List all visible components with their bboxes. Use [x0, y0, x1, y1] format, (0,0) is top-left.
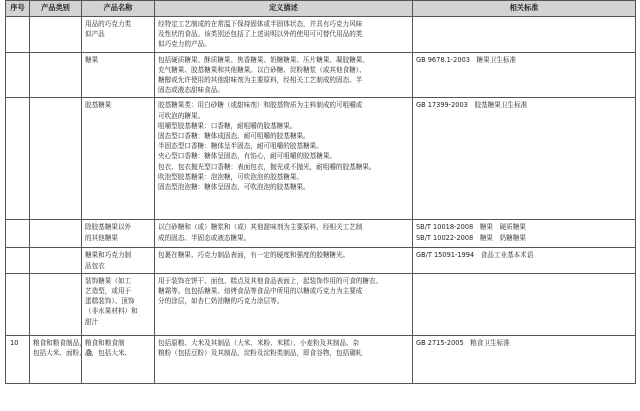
text-line: 胶基糖果类：用白砂糖（或甜味剂）和胶基物质为主料制成的可咀嚼或 — [158, 101, 363, 110]
text-line: 咀嚼型胶基糖果：口香糖，耐咀嚼的胶基糖果。 — [158, 121, 297, 130]
text-line: 分的涂层，如杏仁奶油糖的巧克力涂层等。 — [158, 297, 284, 306]
text-line: GB/T 15091-1994 食品工业基本术语 — [416, 251, 534, 260]
cell-product-name — [82, 220, 155, 248]
cell-product-name — [82, 52, 155, 98]
text-line: 固态或液态甜味食品。 — [158, 86, 224, 95]
text-line: 固态型泡泡糖：糖体呈固态，可吹泡泡的胶基糖果。 — [158, 183, 310, 192]
text-line: 包括硬质糖果、酥质糖果、焦香糖果、奶糖糖果、压片糖果、凝胶糖果、 — [158, 55, 369, 64]
cell-seq — [6, 248, 30, 273]
text-line: 糖醇或允许使用的其他甜味剂为主要原料，经相关工艺制成的固态、半 — [158, 76, 363, 85]
table-row — [6, 273, 636, 335]
text-line: GB 2715-2005 粮食卫生标准 — [416, 338, 510, 347]
text-line: 包衣、包衣抛光型口香糖：表面包衣，抛光或不抛光，耐咀嚼的胶基糖果。 — [158, 162, 376, 171]
header-seq: 序号 — [6, 1, 30, 17]
cell-seq: 10 — [6, 335, 30, 383]
text-line: 糖果和巧克力制 — [85, 251, 132, 260]
text-line: 品，包括大米、 — [85, 349, 132, 358]
cell-seq — [6, 220, 30, 248]
cell-category — [30, 335, 93, 383]
text-line: 蛋糕装饰）、顶饰 — [85, 297, 135, 306]
text-line: 似产品 — [85, 30, 105, 39]
table-row — [6, 248, 636, 273]
cell-definition — [155, 335, 413, 383]
cell-product-name — [82, 98, 155, 220]
text-line: 甜汁 — [85, 317, 99, 326]
cell-related-standard — [413, 17, 636, 53]
table-header-row — [6, 1, 636, 17]
cell-definition — [155, 220, 413, 248]
cell-category — [30, 52, 82, 98]
text-line: 包括大米、面粉、杂 — [33, 349, 93, 358]
text-line: 的其他糖果 — [85, 233, 118, 242]
text-line: 用于装饰在饼干、面包、糕点及其他食品表面上，起装饰作用的可食的糖衣、 — [158, 276, 383, 285]
table-row — [6, 220, 636, 248]
text-line: 充气糖果、胶基糖果和其他糖果。以白砂糖、淀粉糖浆（或其他食糖）、 — [158, 65, 366, 74]
text-line: SB/T 10022-2008 糖果 奶糖糖果 — [416, 233, 526, 242]
text-line: 吹泡型胶基糖果：泡泡糖，可吹泡泡的胶基糖果。 — [158, 172, 304, 181]
cell-definition — [155, 273, 413, 335]
cell-category — [30, 98, 82, 220]
text-line: 可吹泡的糖果。 — [158, 111, 205, 120]
table-row — [6, 335, 636, 383]
cell-seq — [6, 52, 30, 98]
cell-definition — [155, 98, 413, 220]
text-line: 用品的巧克力类 — [85, 20, 132, 28]
text-line: 似巧克力的产品。 — [158, 40, 211, 49]
cell-related-standard — [413, 335, 636, 383]
standards-table-page — [5, 0, 635, 411]
text-line: 成的固态、半固态或液态糖果。 — [158, 233, 251, 242]
text-line: 固态型口香糖：糖体成固态，耐可咀嚼的胶基糖果。 — [158, 132, 310, 141]
cell-related-standard — [413, 52, 636, 98]
text-line: 以白砂糖和（或）糖浆和（或）其他甜味剂为主要原料，经相关工艺制 — [158, 223, 363, 232]
text-line: 胶基糖果 — [85, 101, 112, 110]
header-category: 产品类别 — [30, 1, 82, 17]
header-product-name: 产品名称 — [82, 1, 155, 17]
table-row — [6, 17, 636, 53]
text-line: 除胶基糖果以外 — [85, 223, 132, 232]
cell-category — [30, 220, 82, 248]
cell-related-standard — [413, 98, 636, 220]
header-related-standard: 相关标准 — [413, 1, 636, 17]
food-category-standards-table — [5, 0, 636, 384]
cell-product-name — [82, 335, 155, 383]
cell-definition — [155, 52, 413, 98]
header-definition: 定义描述 — [155, 1, 413, 17]
text-line: 包裹在糖果、巧克力制品表面，有一定的硬度和强度的胶糖糖光。 — [158, 251, 350, 260]
text-line: 糖霜等。包包括糖果、焙烤食品等食品中所用的以糖或巧克力为主要成 — [158, 287, 363, 296]
text-line: 粮粉（包括豆粉）及其制品，淀粉及淀粉类制品，即食谷物，包括碾轧 — [158, 349, 363, 358]
text-line: 品包衣 — [85, 261, 105, 270]
cell-category — [30, 248, 82, 273]
cell-related-standard — [413, 220, 636, 248]
cell-related-standard — [413, 273, 636, 335]
text-line: 半固态型口香糖：糖体呈半固态，耐可咀嚼的胶基糖果。 — [158, 142, 323, 151]
cell-definition — [155, 248, 413, 273]
cell-product-name — [82, 248, 155, 273]
cell-category — [30, 273, 82, 335]
text-line: SB/T 10018-2008 糖果 硬质糖果 — [416, 223, 526, 232]
text-line: 包括原粮、大米及其制品（大米、米粉、米糕）、小麦粉及其制品、杂 — [158, 338, 360, 347]
cell-product-name — [82, 17, 155, 53]
text-line: 夹心型口香糖：糖体呈固态，有馅心，耐可咀嚼的胶基糖果。 — [158, 152, 337, 161]
text-line: 经特定工艺制成的在常温下保持固体或半固体状态，并具有巧克力风味 — [158, 20, 363, 28]
table-row — [6, 98, 636, 220]
cell-related-standard — [413, 248, 636, 273]
text-line: 装饰糖果（如工 — [85, 276, 132, 285]
cell-product-name — [82, 273, 155, 335]
text-line: 及性状的食品。该类别还包括了上述说明以外的使用可可替代用品的类 — [158, 30, 363, 39]
cell-category — [30, 17, 82, 53]
cell-definition — [155, 17, 413, 53]
cell-seq — [6, 273, 30, 335]
table-row — [6, 52, 636, 98]
table-body — [6, 17, 636, 384]
cell-seq — [6, 17, 30, 53]
text-line: 艺造型，或用于 — [85, 287, 132, 296]
text-line: GB 9678.1-2003 糖果卫生标准 — [416, 55, 517, 64]
text-line: 粮食和粮食制 — [85, 338, 125, 347]
text-line: （非水果材料）和 — [85, 307, 138, 316]
cell-seq — [6, 98, 30, 220]
text-line: 粮食和粮食制品， — [33, 338, 86, 347]
text-line: 糖果 — [85, 55, 99, 64]
text-line: GB 17399-2003 胶基糖果卫生标准 — [416, 101, 528, 110]
